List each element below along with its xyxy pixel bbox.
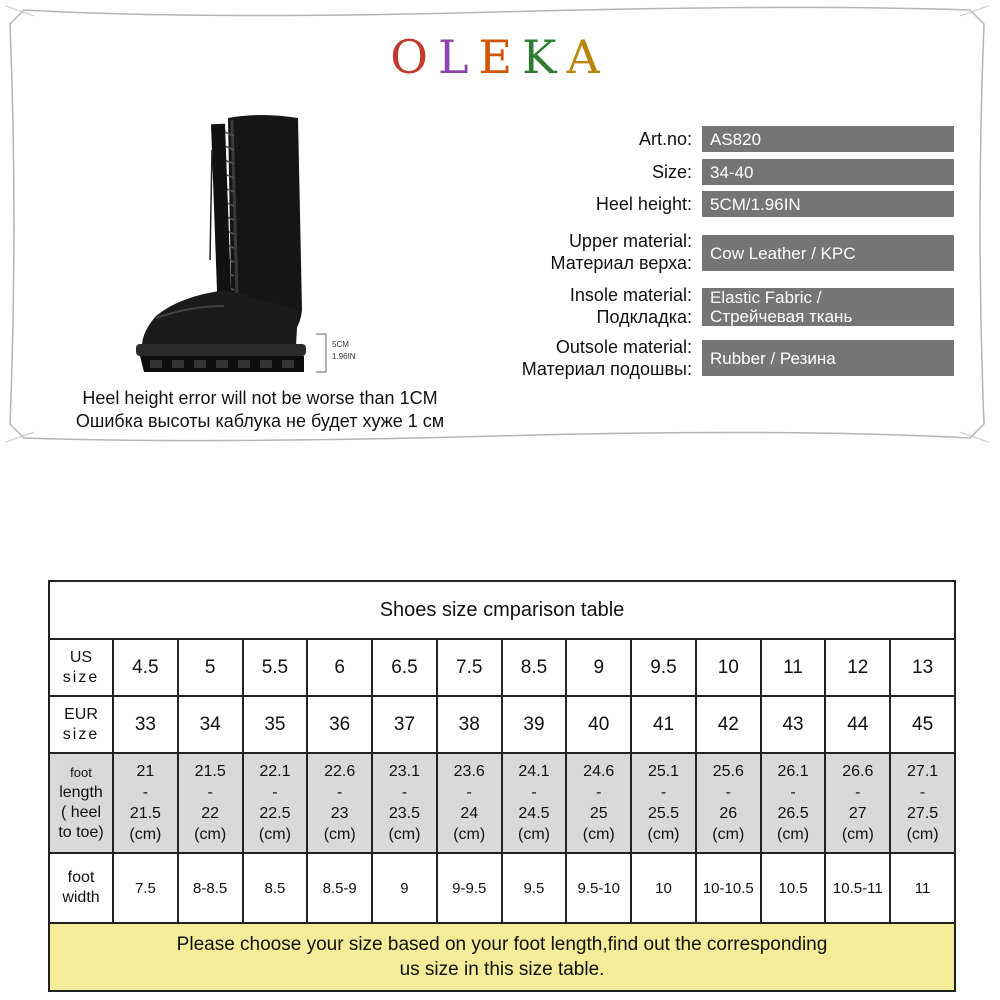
us-size-cell: 9 xyxy=(566,639,631,696)
spec-value: Rubber / Резина xyxy=(702,340,954,376)
eur-size-cell: 36 xyxy=(307,696,372,753)
boot-product-image xyxy=(120,110,380,390)
eur-size-cell: 39 xyxy=(502,696,567,753)
foot-width-cell: 9-9.5 xyxy=(437,853,502,923)
foot-length-cell: 22.6 - 23 (cm) xyxy=(307,753,372,853)
spec-label: Insole material xyxy=(569,285,687,305)
eur-size-cell: 42 xyxy=(696,696,761,753)
eur-size-cell: 38 xyxy=(437,696,502,753)
row-header-eur: EUR size xyxy=(49,696,113,753)
logo-letter: K xyxy=(522,30,567,84)
eur-size-cell: 35 xyxy=(243,696,308,753)
us-size-cell: 11 xyxy=(761,639,826,696)
heel-height-in-label: 1.96IN xyxy=(332,352,356,361)
eur-size-cell: 33 xyxy=(113,696,178,753)
us-size-cell: 6 xyxy=(307,639,372,696)
foot-width-cell: 9.5-10 xyxy=(566,853,631,923)
foot-length-cell: 26.1 - 26.5 (cm) xyxy=(761,753,826,853)
spec-value: 34-40 xyxy=(702,159,954,185)
foot-width-cell: 11 xyxy=(890,853,955,923)
spec-label: Art.no xyxy=(638,129,687,149)
us-size-cell: 5 xyxy=(178,639,243,696)
foot-length-cell: 27.1 - 27.5 (cm) xyxy=(890,753,955,853)
foot-width-cell: 9 xyxy=(372,853,437,923)
foot-width-cell: 8-8.5 xyxy=(178,853,243,923)
foot-width-cell: 8.5-9 xyxy=(307,853,372,923)
spec-value: Cow Leather / KPC xyxy=(702,235,954,271)
foot-length-cell: 25.1 - 25.5 (cm) xyxy=(631,753,696,853)
foot-length-cell: 23.6 - 24 (cm) xyxy=(437,753,502,853)
spec-label-ru: Материал верха xyxy=(550,253,687,273)
eur-size-cell: 44 xyxy=(825,696,890,753)
foot-width-cell: 10.5 xyxy=(761,853,826,923)
spec-value: Elastic Fabric / xyxy=(710,288,822,307)
spec-label-ru: Материал подошвы xyxy=(521,359,687,379)
us-size-cell: 12 xyxy=(825,639,890,696)
eur-size-cell: 43 xyxy=(761,696,826,753)
logo-letter: O xyxy=(390,30,438,84)
table-row-foot-length xyxy=(49,753,955,853)
heel-note-ru: Ошибка высоты каблука не будет хуже 1 см xyxy=(75,411,445,431)
spec-value: 5CM/1.96IN xyxy=(702,191,954,217)
us-size-cell: 5.5 xyxy=(243,639,308,696)
row-header-us: US size xyxy=(49,639,113,696)
foot-width-cell: 10 xyxy=(631,853,696,923)
foot-width-cell: 10.5-11 xyxy=(825,853,890,923)
spec-value-line2: Стрейчевая ткань xyxy=(710,307,853,326)
heel-note-en: Heel height error will not be worse than 1CM xyxy=(82,388,438,408)
spec-value: AS820 xyxy=(702,126,954,152)
table-row-note xyxy=(49,923,955,991)
us-size-cell: 8.5 xyxy=(502,639,567,696)
foot-length-cell: 26.6 - 27 (cm) xyxy=(825,753,890,853)
us-size-cell: 9.5 xyxy=(631,639,696,696)
spec-row-art-no: Art.no: AS820 xyxy=(480,126,960,152)
spec-row-heel-height: Heel height: 5CM/1.96IN xyxy=(480,191,960,217)
foot-width-cell: 8.5 xyxy=(243,853,308,923)
row-header-foot-length: foot length ( heel to toe) xyxy=(49,753,113,853)
size-comparison-table xyxy=(48,580,956,992)
spec-label: Size xyxy=(651,162,687,182)
table-row-us-size xyxy=(49,639,955,696)
spec-label: Heel height xyxy=(595,194,687,214)
logo-letter: A xyxy=(566,30,610,84)
eur-size-cell: 40 xyxy=(566,696,631,753)
table-row-foot-width xyxy=(49,853,955,923)
eur-size-cell: 34 xyxy=(178,696,243,753)
eur-size-cell: 45 xyxy=(890,696,955,753)
logo-letter: L xyxy=(437,30,479,84)
spec-row-size: Size: 34-40 xyxy=(480,159,960,185)
heel-height-note xyxy=(0,387,520,433)
us-size-cell: 13 xyxy=(890,639,955,696)
foot-length-cell: 21.5 - 22 (cm) xyxy=(178,753,243,853)
logo-letter: E xyxy=(478,30,523,84)
foot-width-cell: 10-10.5 xyxy=(696,853,761,923)
foot-length-cell: 21 - 21.5 (cm) xyxy=(113,753,178,853)
row-header-foot-width: foot width xyxy=(49,853,113,923)
foot-width-cell: 7.5 xyxy=(113,853,178,923)
table-row-eur-size xyxy=(49,696,955,753)
us-size-cell: 10 xyxy=(696,639,761,696)
foot-length-cell: 23.1 - 23.5 (cm) xyxy=(372,753,437,853)
spec-row-insole-material: Insole material: Подкладка: Elastic Fabric / Стрейчевая ткань xyxy=(480,284,960,330)
spec-row-outsole-material: Outsole material: Материал подошвы: Rubber / Резина xyxy=(480,336,960,382)
table-title: Shoes size cmparison table xyxy=(49,581,955,639)
eur-size-cell: 37 xyxy=(372,696,437,753)
foot-length-cell: 25.6 - 26 (cm) xyxy=(696,753,761,853)
brand-logo xyxy=(0,30,1000,84)
spec-label: Upper material xyxy=(568,231,687,251)
us-size-cell: 7.5 xyxy=(437,639,502,696)
spec-label-ru: Подкладка xyxy=(596,307,687,327)
foot-length-cell: 24.6 - 25 (cm) xyxy=(566,753,631,853)
foot-width-cell: 9.5 xyxy=(502,853,567,923)
eur-size-cell: 41 xyxy=(631,696,696,753)
heel-height-cm-label: 5CM xyxy=(332,340,349,349)
foot-length-cell: 22.1 - 22.5 (cm) xyxy=(243,753,308,853)
foot-length-cell: 24.1 - 24.5 (cm) xyxy=(502,753,567,853)
spec-row-upper-material: Upper material: Материал верха: Cow Leather / KPC xyxy=(480,230,960,276)
size-advice-note: Please choose your size based on your foot length,find out the corresponding us size in this size table. xyxy=(49,923,955,991)
us-size-cell: 4.5 xyxy=(113,639,178,696)
us-size-cell: 6.5 xyxy=(372,639,437,696)
spec-label: Outsole material xyxy=(555,337,687,357)
